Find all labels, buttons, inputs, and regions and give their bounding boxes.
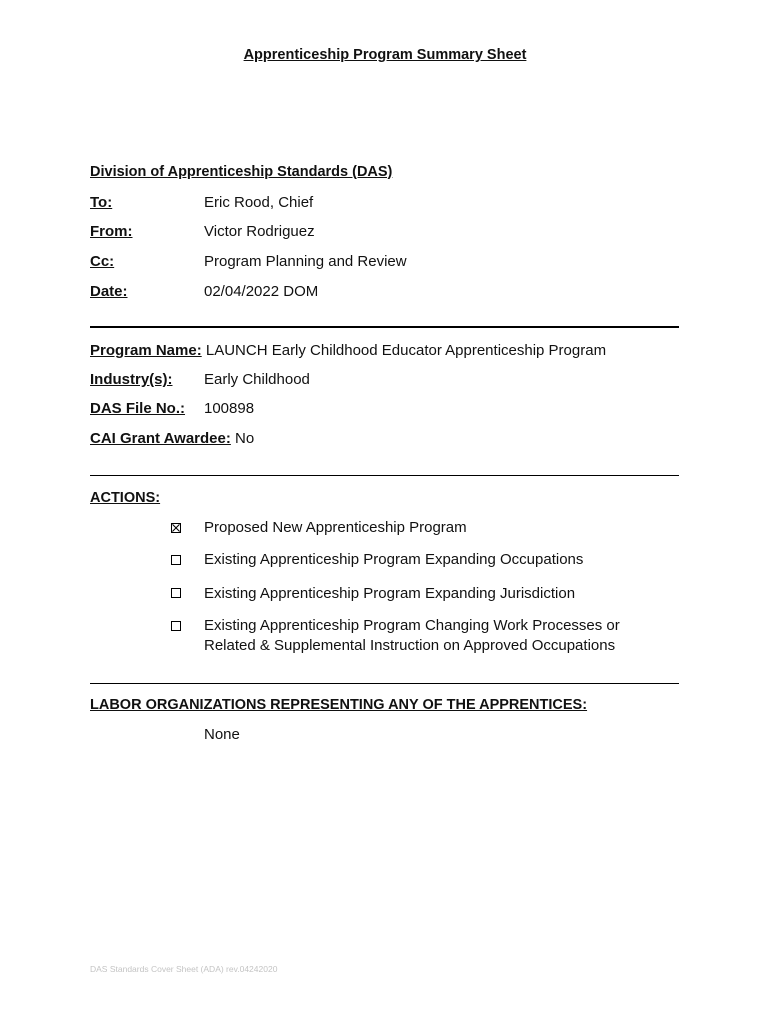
- labor-organizations-heading: LABOR ORGANIZATIONS REPRESENTING ANY OF THE APPRENTICES:: [90, 697, 588, 713]
- date-value: 02/04/2022 DOM: [204, 283, 319, 300]
- divider: [90, 475, 679, 476]
- action-expanding-jurisdiction: Existing Apprenticeship Program Expanding Jurisdiction: [204, 585, 576, 602]
- division-heading: Division of Apprenticeship Standards (DAS): [90, 164, 393, 180]
- footer-revision-note: DAS Standards Cover Sheet (ADA) rev.04242020: [90, 964, 278, 974]
- checkbox-expanding-jurisdiction[interactable]: [171, 588, 181, 598]
- program-name-label: Program Name:: [90, 342, 202, 359]
- cc-value: Program Planning and Review: [204, 253, 407, 270]
- program-name-row: [90, 342, 606, 359]
- program-name-value: LAUNCH Early Childhood Educator Apprenticeship Program: [205, 342, 607, 359]
- das-file-value: 100898: [204, 400, 255, 417]
- cai-grant-value: No: [235, 430, 255, 447]
- industry-value: Early Childhood: [204, 371, 310, 388]
- action-expanding-occupations: Existing Apprenticeship Program Expanding Occupations: [204, 551, 584, 568]
- from-value: Victor Rodriguez: [204, 223, 315, 240]
- checkbox-proposed-new-program[interactable]: [171, 523, 181, 533]
- action-changing-work-processes: Existing Apprenticeship Program Changing Work Processes or Related & Supplemental Instruction on Approved Occupations: [204, 617, 620, 654]
- from-label: From:: [90, 223, 133, 240]
- checkbox-changing-work-processes[interactable]: [171, 621, 181, 631]
- divider-thick: [90, 326, 679, 328]
- cc-label: Cc:: [90, 253, 115, 270]
- das-file-label: DAS File No.:: [90, 400, 186, 417]
- industry-label: Industry(s):: [90, 371, 173, 388]
- cai-grant-row: [90, 430, 254, 447]
- labor-organizations-value: None: [204, 726, 240, 743]
- actions-heading: ACTIONS:: [90, 490, 161, 506]
- date-label: Date:: [90, 283, 128, 300]
- checkbox-expanding-occupations[interactable]: [171, 555, 181, 565]
- to-label: To:: [90, 194, 113, 211]
- to-value: Eric Rood, Chief: [204, 194, 314, 211]
- action-proposed-new-program: Proposed New Apprenticeship Program: [204, 519, 467, 536]
- document-title: Apprenticeship Program Summary Sheet: [243, 47, 527, 63]
- cai-grant-label: CAI Grant Awardee:: [90, 430, 231, 447]
- divider: [90, 683, 679, 684]
